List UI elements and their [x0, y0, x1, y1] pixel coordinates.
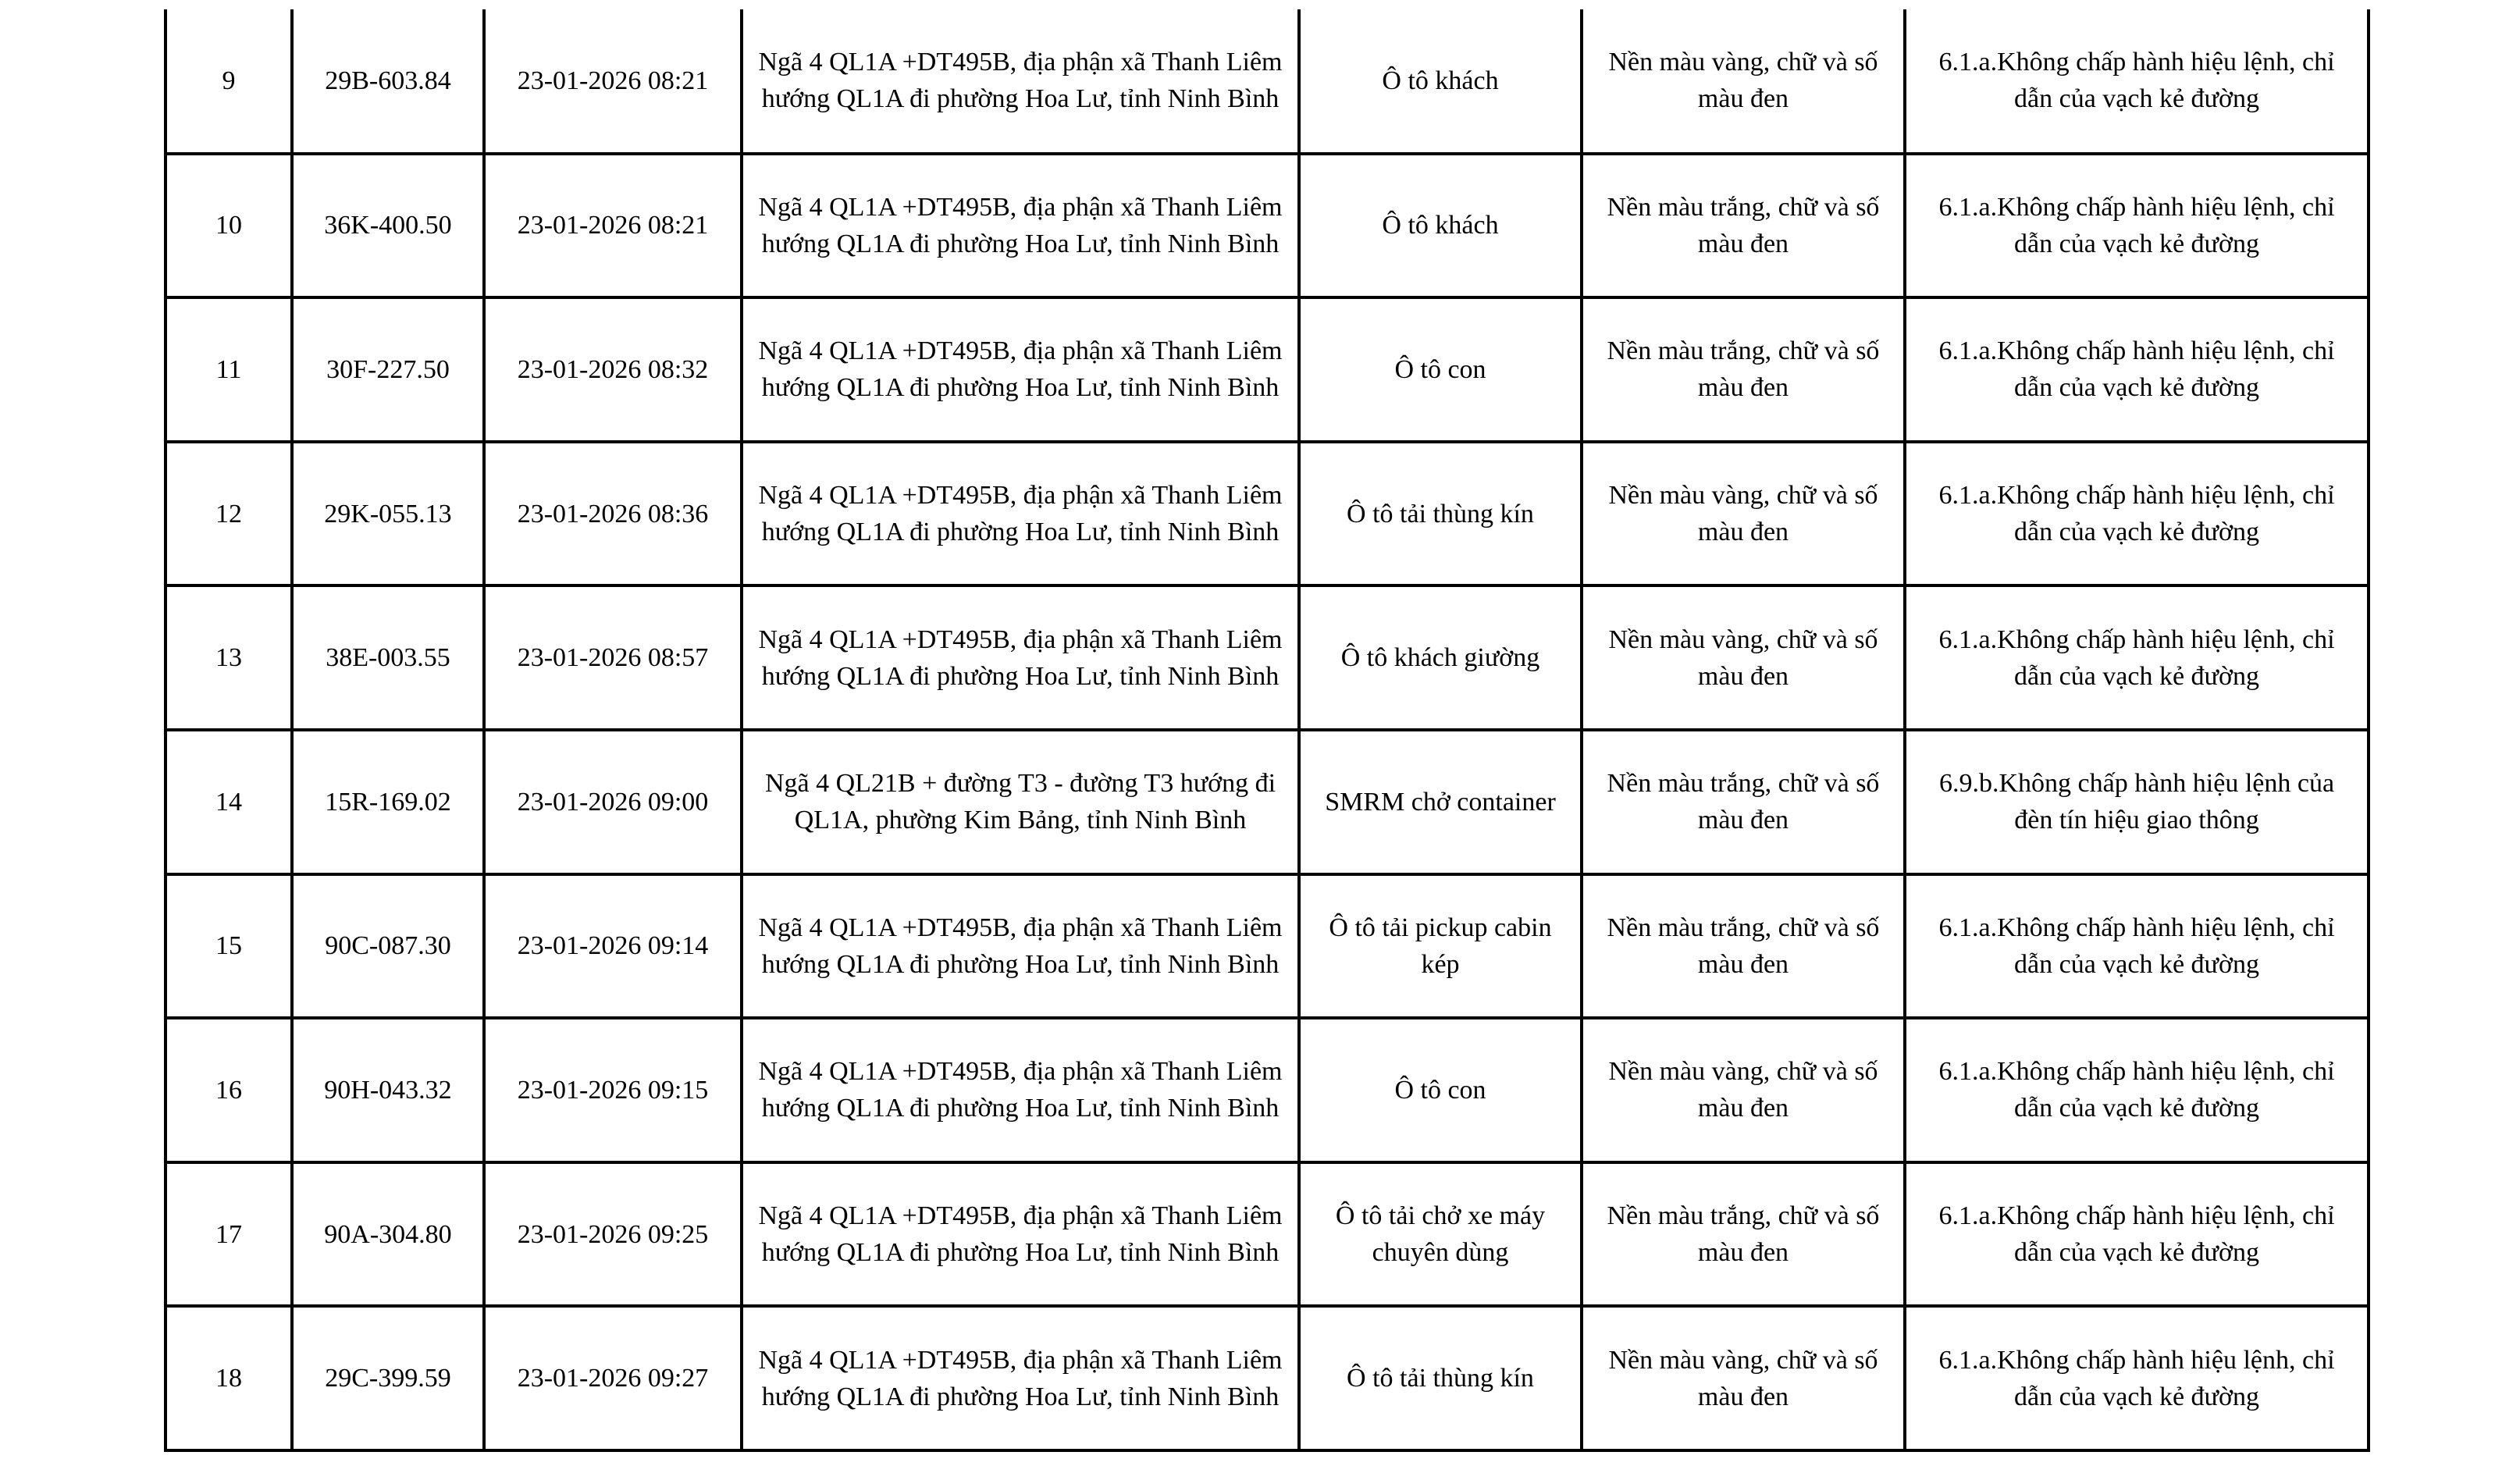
violation-description: 6.1.a.Không chấp hành hiệu lệnh, chỉ dẫn của vạch kẻ đường: [1905, 442, 2369, 586]
violation-location: Ngã 4 QL1A +DT495B, địa phận xã Thanh Liêm hướng QL1A đi phường Hoa Lư, tỉnh Ninh Bình: [742, 1018, 1299, 1162]
violation-description: 6.1.a.Không chấp hành hiệu lệnh, chỉ dẫn của vạch kẻ đường: [1905, 1306, 2369, 1450]
vehicle-type: Ô tô khách giường: [1299, 585, 1582, 730]
table-row: [166, 1306, 2369, 1450]
license-plate: 90A-304.80: [292, 1162, 484, 1307]
violation-description: 6.1.a.Không chấp hành hiệu lệnh, chỉ dẫn của vạch kẻ đường: [1905, 154, 2369, 298]
violation-time: 23-01-2026 09:00: [484, 730, 742, 874]
violation-time: 23-01-2026 08:36: [484, 442, 742, 586]
table-row: [166, 730, 2369, 874]
violation-location: Ngã 4 QL1A +DT495B, địa phận xã Thanh Liêm hướng QL1A đi phường Hoa Lư, tỉnh Ninh Bình: [742, 297, 1299, 442]
vehicle-type: Ô tô con: [1299, 297, 1582, 442]
vehicle-type: Ô tô tải thùng kín: [1299, 1306, 1582, 1450]
table-row: [166, 154, 2369, 298]
violation-location: Ngã 4 QL1A +DT495B, địa phận xã Thanh Liêm hướng QL1A đi phường Hoa Lư, tỉnh Ninh Bình: [742, 154, 1299, 298]
license-plate: 90C-087.30: [292, 874, 484, 1019]
violation-time: 23-01-2026 09:27: [484, 1306, 742, 1450]
plate-color: Nền màu vàng, chữ và số màu đen: [1582, 9, 1905, 154]
violation-time: 23-01-2026 09:25: [484, 1162, 742, 1307]
row-number: 12: [166, 442, 292, 586]
license-plate: 38E-003.55: [292, 585, 484, 730]
violation-table-page: [164, 9, 2367, 1450]
plate-color: Nền màu trắng, chữ và số màu đen: [1582, 874, 1905, 1019]
table-row: [166, 874, 2369, 1019]
plate-color: Nền màu vàng, chữ và số màu đen: [1582, 1306, 1905, 1450]
row-number: 17: [166, 1162, 292, 1307]
table-row: [166, 585, 2369, 730]
plate-color: Nền màu trắng, chữ và số màu đen: [1582, 730, 1905, 874]
table-row: [166, 297, 2369, 442]
row-number: 9: [166, 9, 292, 154]
violation-location: Ngã 4 QL1A +DT495B, địa phận xã Thanh Liêm hướng QL1A đi phường Hoa Lư, tỉnh Ninh Bình: [742, 1306, 1299, 1450]
vehicle-type: Ô tô con: [1299, 1018, 1582, 1162]
row-number: 18: [166, 1306, 292, 1450]
table-row: [166, 442, 2369, 586]
violation-time: 23-01-2026 09:15: [484, 1018, 742, 1162]
violation-description: 6.1.a.Không chấp hành hiệu lệnh, chỉ dẫn của vạch kẻ đường: [1905, 1018, 2369, 1162]
violation-time: 23-01-2026 08:57: [484, 585, 742, 730]
license-plate: 29K-055.13: [292, 442, 484, 586]
vehicle-type: Ô tô tải pickup cabin kép: [1299, 874, 1582, 1019]
violation-description: 6.1.a.Không chấp hành hiệu lệnh, chỉ dẫn của vạch kẻ đường: [1905, 297, 2369, 442]
table-row: [166, 9, 2369, 154]
row-number: 10: [166, 154, 292, 298]
row-number: 16: [166, 1018, 292, 1162]
violation-location: Ngã 4 QL1A +DT495B, địa phận xã Thanh Liêm hướng QL1A đi phường Hoa Lư, tỉnh Ninh Bình: [742, 9, 1299, 154]
violation-time: 23-01-2026 08:21: [484, 154, 742, 298]
license-plate: 36K-400.50: [292, 154, 484, 298]
plate-color: Nền màu vàng, chữ và số màu đen: [1582, 1018, 1905, 1162]
plate-color: Nền màu trắng, chữ và số màu đen: [1582, 154, 1905, 298]
violation-description: 6.1.a.Không chấp hành hiệu lệnh, chỉ dẫn của vạch kẻ đường: [1905, 874, 2369, 1019]
vehicle-type: Ô tô khách: [1299, 154, 1582, 298]
vehicle-type: SMRM chở container: [1299, 730, 1582, 874]
row-number: 14: [166, 730, 292, 874]
row-number: 15: [166, 874, 292, 1019]
license-plate: 15R-169.02: [292, 730, 484, 874]
plate-color: Nền màu vàng, chữ và số màu đen: [1582, 585, 1905, 730]
vehicle-type: Ô tô tải thùng kín: [1299, 442, 1582, 586]
violation-location: Ngã 4 QL21B + đường T3 - đường T3 hướng đi QL1A, phường Kim Bảng, tỉnh Ninh Bình: [742, 730, 1299, 874]
vehicle-type: Ô tô khách: [1299, 9, 1582, 154]
row-number: 11: [166, 297, 292, 442]
violation-time: 23-01-2026 08:21: [484, 9, 742, 154]
violation-location: Ngã 4 QL1A +DT495B, địa phận xã Thanh Liêm hướng QL1A đi phường Hoa Lư, tỉnh Ninh Bình: [742, 585, 1299, 730]
plate-color: Nền màu vàng, chữ và số màu đen: [1582, 442, 1905, 586]
row-number: 13: [166, 585, 292, 730]
violation-description: 6.1.a.Không chấp hành hiệu lệnh, chỉ dẫn của vạch kẻ đường: [1905, 1162, 2369, 1307]
plate-color: Nền màu trắng, chữ và số màu đen: [1582, 297, 1905, 442]
violation-location: Ngã 4 QL1A +DT495B, địa phận xã Thanh Liêm hướng QL1A đi phường Hoa Lư, tỉnh Ninh Bình: [742, 874, 1299, 1019]
license-plate: 90H-043.32: [292, 1018, 484, 1162]
license-plate: 29B-603.84: [292, 9, 484, 154]
violation-time: 23-01-2026 08:32: [484, 297, 742, 442]
table-row: [166, 1162, 2369, 1307]
violation-time: 23-01-2026 09:14: [484, 874, 742, 1019]
violation-location: Ngã 4 QL1A +DT495B, địa phận xã Thanh Liêm hướng QL1A đi phường Hoa Lư, tỉnh Ninh Bình: [742, 442, 1299, 586]
vehicle-type: Ô tô tải chở xe máy chuyên dùng: [1299, 1162, 1582, 1307]
plate-color: Nền màu trắng, chữ và số màu đen: [1582, 1162, 1905, 1307]
violation-description: 6.1.a.Không chấp hành hiệu lệnh, chỉ dẫn của vạch kẻ đường: [1905, 9, 2369, 154]
violation-location: Ngã 4 QL1A +DT495B, địa phận xã Thanh Liêm hướng QL1A đi phường Hoa Lư, tỉnh Ninh Bình: [742, 1162, 1299, 1307]
violation-description: 6.1.a.Không chấp hành hiệu lệnh, chỉ dẫn của vạch kẻ đường: [1905, 585, 2369, 730]
license-plate: 29C-399.59: [292, 1306, 484, 1450]
table-row: [166, 1018, 2369, 1162]
violation-table: [164, 9, 2370, 1452]
license-plate: 30F-227.50: [292, 297, 484, 442]
violation-description: 6.9.b.Không chấp hành hiệu lệnh của đèn tín hiệu giao thông: [1905, 730, 2369, 874]
